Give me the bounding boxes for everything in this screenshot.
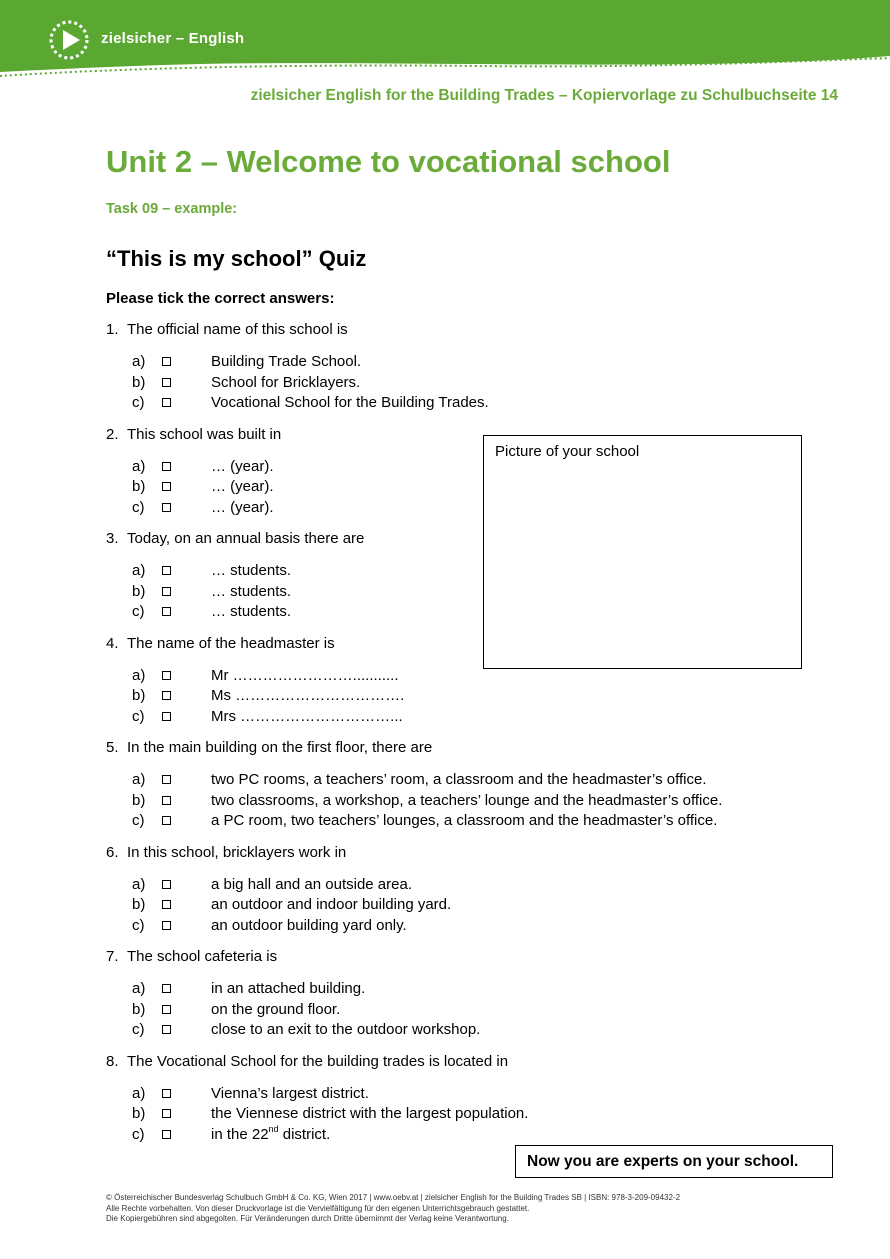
- answer-checkbox[interactable]: [162, 712, 171, 721]
- question-number: 8.: [106, 1052, 119, 1070]
- answer-option: [106, 791, 806, 812]
- question-label: This school was built in: [127, 425, 282, 443]
- option-letter: c): [132, 603, 145, 620]
- option-letter: a): [132, 980, 146, 997]
- question-text: [106, 320, 806, 340]
- question-label: In the main building on the first floor, there are: [127, 739, 433, 756]
- option-text: Building Trade School.: [211, 353, 362, 370]
- question-6: [106, 843, 806, 937]
- option-letter: b): [132, 687, 146, 704]
- option-letter: a): [132, 875, 146, 893]
- question-number: 6.: [106, 843, 119, 861]
- option-text: in an attached building.: [211, 980, 366, 997]
- option-letter: b): [132, 373, 146, 391]
- answer-checkbox[interactable]: [162, 1025, 171, 1034]
- answer-checkbox[interactable]: [162, 671, 171, 680]
- option-letter: a): [132, 562, 146, 579]
- question-number: 1.: [106, 321, 119, 338]
- question-label: The name of the headmaster is: [127, 634, 335, 652]
- option-letter: c): [132, 498, 145, 516]
- question-text: [106, 738, 806, 758]
- option-text: … students.: [211, 582, 292, 600]
- question-5: [106, 738, 806, 832]
- question-text: [106, 1052, 806, 1072]
- unit-title: Unit 2 – Welcome to vocational school: [106, 144, 671, 179]
- answer-checkbox[interactable]: [162, 1109, 171, 1118]
- option-letter: c): [132, 1125, 145, 1143]
- answer-checkbox[interactable]: [162, 566, 171, 575]
- option-superscript: nd: [268, 1123, 279, 1134]
- answer-option: [106, 895, 806, 916]
- question-number: 5.: [106, 739, 119, 756]
- answer-checkbox[interactable]: [162, 1130, 171, 1139]
- footer: [106, 1193, 680, 1225]
- option-text: Ms …………………………….: [211, 687, 405, 704]
- question-7: [106, 947, 806, 1041]
- option-letter: a): [132, 771, 146, 788]
- experts-note: Now you are experts on your school.: [515, 1145, 833, 1178]
- option-letter: a): [132, 457, 146, 475]
- option-text: … (year).: [211, 498, 274, 516]
- option-text: … students.: [211, 603, 292, 620]
- option-letter: a): [132, 1084, 146, 1102]
- answer-checkbox[interactable]: [162, 691, 171, 700]
- question-label: The Vocational School for the building trades is located in: [127, 1052, 509, 1070]
- answer-checkbox[interactable]: [162, 587, 171, 596]
- answer-checkbox[interactable]: [162, 796, 171, 805]
- option-letter: b): [132, 582, 146, 600]
- question-text: [106, 947, 806, 967]
- option-text-part: in the 22: [211, 1125, 269, 1143]
- answer-option: [106, 811, 806, 832]
- running-head: zielsicher English for the Building Trades – Kopiervorlage zu Schulbuchseite 14: [250, 87, 838, 104]
- option-letter: a): [132, 353, 146, 370]
- question-number: 2.: [106, 425, 119, 443]
- option-text: on the ground floor.: [211, 1000, 341, 1018]
- brand-name: zielsicher – English: [101, 30, 245, 47]
- option-letter: c): [132, 707, 145, 725]
- answer-checkbox[interactable]: [162, 984, 171, 993]
- answer-checkbox[interactable]: [162, 1005, 171, 1014]
- question-number: 7.: [106, 948, 119, 965]
- answer-checkbox[interactable]: [162, 503, 171, 512]
- option-letter: c): [132, 916, 145, 934]
- question-text: [106, 843, 806, 863]
- question-label: The school cafeteria is: [127, 948, 278, 965]
- option-text-part: district.: [278, 1125, 331, 1143]
- option-text: a big hall and an outside area.: [211, 875, 412, 893]
- question-label: In this school, bricklayers work in: [127, 843, 347, 861]
- answer-option: [106, 770, 806, 791]
- option-text: the Viennese district with the largest population.: [211, 1105, 529, 1122]
- option-text: an outdoor and indoor building yard.: [211, 896, 452, 913]
- picture-box-label: Picture of your school: [495, 443, 640, 460]
- answer-option: [106, 1125, 806, 1146]
- option-text: Mrs …………………………...: [211, 707, 403, 725]
- option-letter: c): [132, 1021, 145, 1038]
- answer-checkbox[interactable]: [162, 1089, 171, 1098]
- answer-option: [106, 686, 806, 707]
- option-text: [211, 1125, 330, 1145]
- answer-checkbox[interactable]: [162, 921, 171, 930]
- question-number: 3.: [106, 530, 119, 547]
- option-text: two PC rooms, a teachers’ room, a classroom and the headmaster’s office.: [211, 771, 707, 788]
- option-text: … (year).: [211, 457, 274, 475]
- option-text: a PC room, two teachers’ lounges, a classroom and the headmaster’s office.: [211, 812, 718, 829]
- footer-line: Die Kopiergebühren sind abgegolten. Für Veränderungen durch Dritte übernimmt der Verlag keine Verantwortung.: [106, 1214, 509, 1223]
- option-letter: c): [132, 812, 145, 829]
- question-8: [106, 1052, 806, 1146]
- answer-checkbox[interactable]: [162, 880, 171, 889]
- option-text: Mr ……………………...........: [211, 666, 399, 684]
- answer-option: [106, 1000, 806, 1021]
- option-letter: b): [132, 791, 146, 809]
- option-letter: a): [132, 666, 146, 684]
- option-text: … (year).: [211, 478, 274, 495]
- option-text: close to an exit to the outdoor workshop.: [211, 1021, 481, 1038]
- answer-option: [106, 352, 806, 373]
- instruction: Please tick the correct answers:: [106, 290, 335, 307]
- answer-option: [106, 1020, 806, 1041]
- answer-option: [106, 1104, 806, 1125]
- answer-checkbox[interactable]: [162, 900, 171, 909]
- quiz-title: “This is my school” Quiz: [106, 246, 367, 271]
- answer-checkbox[interactable]: [162, 775, 171, 784]
- answer-option: [106, 373, 806, 394]
- option-letter: b): [132, 1000, 146, 1018]
- answer-checkbox[interactable]: [162, 482, 171, 491]
- option-text: Vocational School for the Building Trades.: [211, 394, 489, 411]
- option-letter: b): [132, 478, 146, 495]
- answer-option: [106, 1084, 806, 1105]
- task-label: Task 09 – example:: [106, 201, 238, 217]
- answer-checkbox[interactable]: [162, 357, 171, 366]
- option-letter: c): [132, 394, 145, 411]
- answer-option: [106, 916, 806, 937]
- option-text: Vienna’s largest district.: [211, 1084, 369, 1102]
- footer-line: © Österreichischer Bundesverlag Schulbuch GmbH & Co. KG, Wien 2017 | www.oebv.at | zielsicher English for the Building Trades SB | ISBN: 978-3-209-09432-2: [106, 1193, 681, 1202]
- option-text: School for Bricklayers.: [211, 373, 361, 391]
- question-label: Today, on an annual basis there are: [127, 530, 365, 547]
- option-letter: b): [132, 896, 146, 913]
- answer-checkbox[interactable]: [162, 398, 171, 407]
- answer-checkbox[interactable]: [162, 378, 171, 387]
- question-label: The official name of this school is: [127, 321, 348, 338]
- footer-line: Alle Rechte vorbehalten. Von dieser Druckvorlage ist die Vervielfältigung für den eigenen Unterrichtsgebrauch gestattet.: [106, 1203, 530, 1213]
- answer-checkbox[interactable]: [162, 462, 171, 471]
- option-text: … students.: [211, 562, 292, 579]
- answer-option: [106, 393, 806, 414]
- answer-checkbox[interactable]: [162, 607, 171, 616]
- answer-option: [106, 979, 806, 1000]
- answer-checkbox[interactable]: [162, 816, 171, 825]
- question-1: [106, 320, 806, 414]
- question-number: 4.: [106, 634, 119, 652]
- option-letter: b): [132, 1105, 146, 1122]
- answer-option: [106, 875, 806, 896]
- option-text: two classrooms, a workshop, a teachers’ lounge and the headmaster’s office.: [211, 791, 723, 809]
- picture-placeholder-box: [483, 435, 802, 669]
- answer-option: [106, 707, 806, 728]
- option-text: an outdoor building yard only.: [211, 916, 407, 934]
